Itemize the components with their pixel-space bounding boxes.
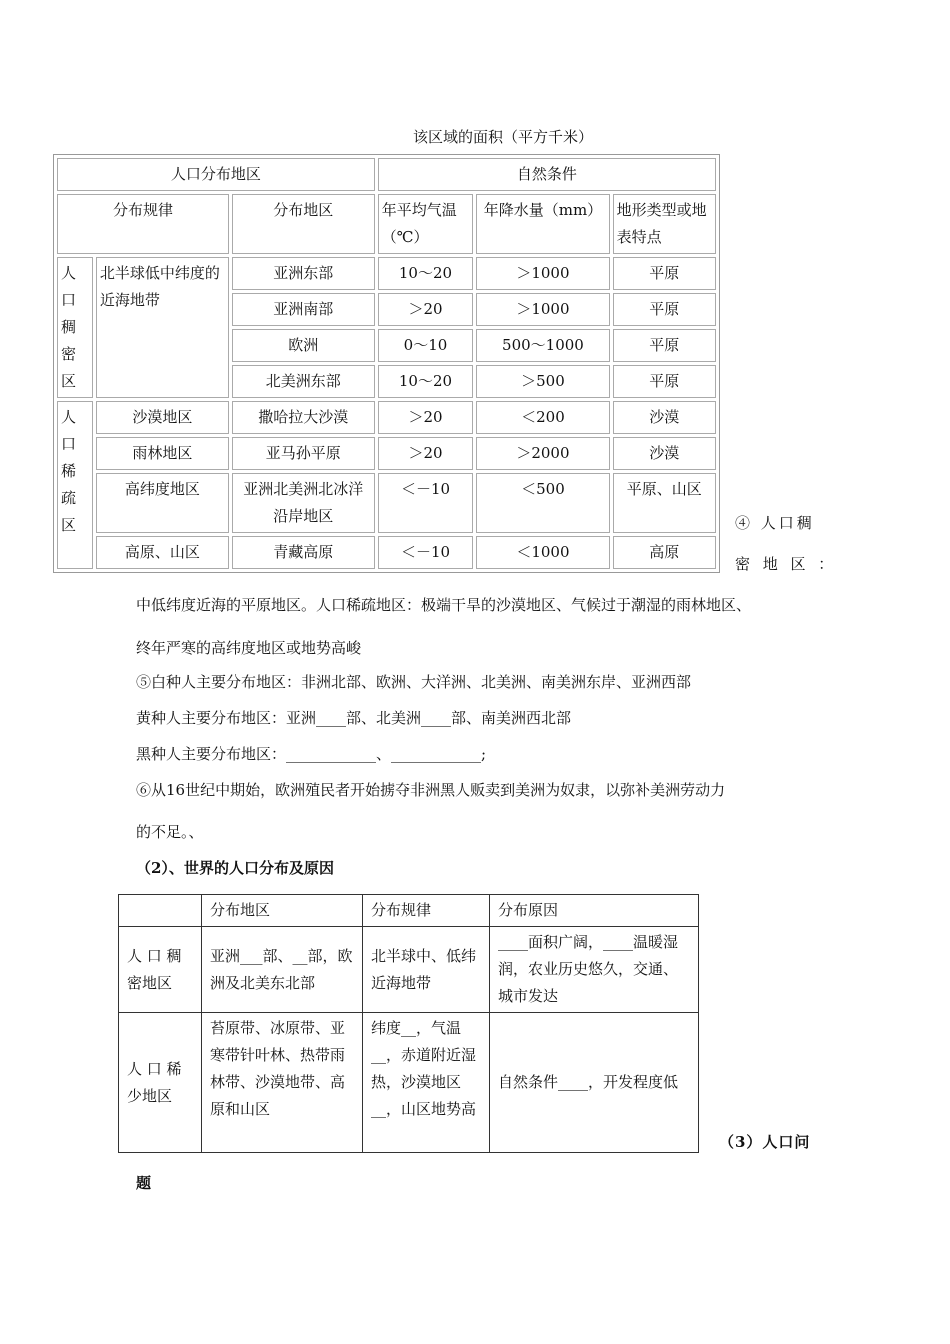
- rule-cell: 高原、山区: [96, 536, 229, 569]
- temp-cell: 0～10: [378, 329, 474, 362]
- side-note-line-1: ④ 人口稠: [735, 514, 815, 532]
- paragraph-line: 的不足。、: [136, 823, 204, 841]
- paragraph-line: ⑤白种人主要分布地区：非洲北部、欧洲、大洋洲、北美洲、南美洲东岸、亚洲西部: [136, 673, 692, 691]
- region-cell: 亚洲北美洲北冰洋沿岸地区: [232, 473, 375, 533]
- section-2-title: （2）、世界的人口分布及原因: [136, 859, 334, 877]
- paragraph-line: 黄种人主要分布地区：亚洲____部、北美洲____部、南美洲西北部: [136, 709, 572, 727]
- section-3-title-part-2: 题: [136, 1174, 152, 1192]
- paragraph-line: 黑种人主要分布地区：____________、____________;: [136, 745, 487, 763]
- population-distribution-table: [118, 894, 699, 1153]
- header-temperature: 年平均气温（℃）: [378, 194, 474, 254]
- reason-cell: ____面积广阔，____温暖湿润，农业历史悠久，交通、城市发达: [490, 927, 699, 1013]
- reason-cell: 自然条件____，开发程度低: [490, 1013, 699, 1153]
- region-cell: 青藏高原: [232, 536, 375, 569]
- header-natural-conditions: 自然条件: [378, 158, 716, 191]
- precip-cell: ＜1000: [476, 536, 609, 569]
- section-3-title-part-1: （3）人口问: [719, 1133, 811, 1151]
- table-row: [119, 1013, 699, 1153]
- header-region: 分布地区: [232, 194, 375, 254]
- temp-cell: ＞20: [378, 437, 474, 470]
- region-cell: 亚马孙平原: [232, 437, 375, 470]
- paragraph-line: 中低纬度近海的平原地区。人口稀疏地区：极端干旱的沙漠地区、气候过于潮湿的雨林地区、: [136, 596, 752, 614]
- terrain-cell: 平原: [613, 365, 716, 398]
- row-label: 人 口 稠密地区: [119, 927, 202, 1013]
- precip-cell: ＞2000: [476, 437, 609, 470]
- precip-cell: 500～1000: [476, 329, 609, 362]
- terrain-cell: 平原、山区: [613, 473, 716, 533]
- region-cell: 撒哈拉大沙漠: [232, 401, 375, 434]
- precip-cell: ＞500: [476, 365, 609, 398]
- header-terrain: 地形类型或地表特点: [613, 194, 716, 254]
- table-row: [57, 536, 716, 569]
- temp-cell: ＜－10: [378, 473, 474, 533]
- terrain-cell: 平原: [613, 257, 716, 290]
- table-row: [57, 401, 716, 434]
- region-cell: 亚洲___部、__部，欧洲及北美东北部: [202, 927, 363, 1013]
- terrain-cell: 沙漠: [613, 437, 716, 470]
- paragraph-line: 终年严寒的高纬度地区或地势高峻: [136, 639, 362, 657]
- paragraph-line: ⑥从16世纪中期始，欧洲殖民者开始掳夺非洲黑人贩卖到美洲为奴隶，以弥补美洲劳动力: [136, 781, 726, 799]
- terrain-cell: 高原: [613, 536, 716, 569]
- region-cell: 欧洲: [232, 329, 375, 362]
- population-conditions-table: [53, 154, 720, 573]
- table-row: [57, 473, 716, 533]
- row-label: 人 口 稀少地区: [119, 1013, 202, 1153]
- side-note-line-2: 密 地 区 ：: [735, 555, 838, 573]
- table-head-row-2: [57, 194, 716, 254]
- table-row: [119, 927, 699, 1013]
- dense-label: 人口稠密区: [57, 257, 93, 398]
- header-population-region: 人口分布地区: [57, 158, 375, 191]
- region-cell: 苔原带、冰原带、亚寒带针叶林、热带雨林带、沙漠地带、高原和山区: [202, 1013, 363, 1153]
- temp-cell: 10～20: [378, 365, 474, 398]
- terrain-cell: 平原: [613, 293, 716, 326]
- dense-rule: 北半球低中纬度的近海地带: [96, 257, 229, 398]
- precip-cell: ＞1000: [476, 293, 609, 326]
- rule-cell: 纬度__，气温__，赤道附近湿热，沙漠地区__，山区地势高: [363, 1013, 490, 1153]
- precip-cell: ＜200: [476, 401, 609, 434]
- header-region: 分布地区: [202, 895, 363, 927]
- rule-cell: 雨林地区: [96, 437, 229, 470]
- rule-cell: 高纬度地区: [96, 473, 229, 533]
- table-row: [57, 437, 716, 470]
- region-cell: 亚洲南部: [232, 293, 375, 326]
- temp-cell: ＞20: [378, 293, 474, 326]
- table-caption: 该区域的面积（平方千米）: [413, 128, 594, 146]
- precip-cell: ＞1000: [476, 257, 609, 290]
- sparse-label: 人口稀疏区: [57, 401, 93, 569]
- precip-cell: ＜500: [476, 473, 609, 533]
- rule-cell: 北半球中、低纬近海地带: [363, 927, 490, 1013]
- header-reason: 分布原因: [490, 895, 699, 927]
- header-rule: 分布规律: [363, 895, 490, 927]
- terrain-cell: 沙漠: [613, 401, 716, 434]
- temp-cell: ＞20: [378, 401, 474, 434]
- temp-cell: ＜－10: [378, 536, 474, 569]
- header-precipitation: 年降水量（mm）: [476, 194, 609, 254]
- rule-cell: 沙漠地区: [96, 401, 229, 434]
- temp-cell: 10～20: [378, 257, 474, 290]
- table-head-row-1: [57, 158, 716, 191]
- table-head-row: [119, 895, 699, 927]
- header-rule: 分布规律: [57, 194, 229, 254]
- region-cell: 北美洲东部: [232, 365, 375, 398]
- table-row: [57, 257, 716, 290]
- terrain-cell: 平原: [613, 329, 716, 362]
- region-cell: 亚洲东部: [232, 257, 375, 290]
- header-blank: [119, 895, 202, 927]
